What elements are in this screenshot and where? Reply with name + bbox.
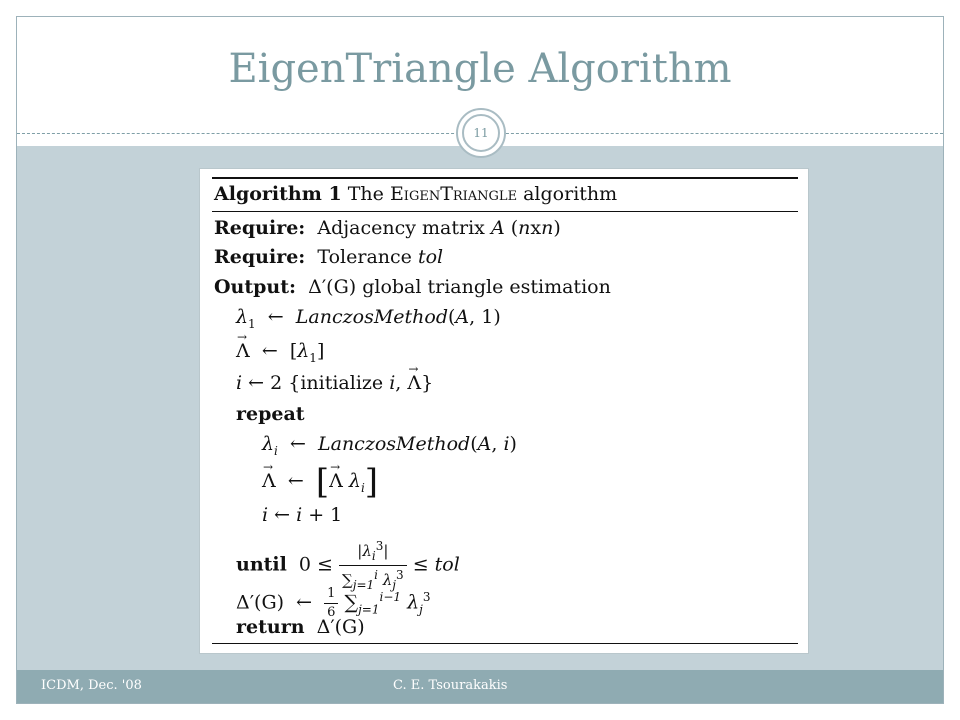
- page-number-badge: [456, 108, 506, 158]
- until-fraction: $\frac{|\lambda_i^3|}{\sum_{j=1}^i \lambda_j^3}$: [339, 537, 407, 594]
- step-lambda1: $\lambda_1$ ← LanczosMethod(A, 1): [236, 306, 501, 331]
- caption-prefix: The: [347, 183, 390, 205]
- page-number: 11: [462, 114, 500, 152]
- require-1: Require: Adjacency matrix A (nxn): [214, 217, 561, 239]
- slide-title: EigenTriangle Algorithm: [228, 46, 732, 92]
- bottom-rule: [212, 643, 798, 644]
- footer-bar: [17, 670, 943, 703]
- caption-rule: [212, 211, 798, 212]
- caption-name: EigenTriangle: [389, 183, 518, 205]
- step-init-i: i ← 2 {initialize i, → Λ}: [236, 371, 433, 395]
- require-keyword: Require:: [214, 217, 306, 239]
- footer-conference: ICDM, Dec. '08: [41, 678, 142, 693]
- repeat-keyword: repeat: [236, 403, 305, 425]
- require-keyword: Require:: [214, 246, 306, 268]
- until-keyword: until: [236, 553, 287, 576]
- output-line: Output: Δ′(G) global triangle estimation: [214, 276, 611, 298]
- return-line: return Δ′(G): [236, 616, 365, 638]
- output-keyword: Output:: [214, 276, 297, 298]
- step-lambda-i: $\lambda_i$ ← LanczosMethod(A, i): [262, 433, 517, 458]
- algorithm-box: [199, 168, 809, 654]
- step-delta: Δ′(G) ← $\frac{1}{6}$ $\sum_{j=1}^{i-1}$ $\lambda_j^3$: [236, 586, 431, 620]
- until-line: until 0 ≤ $\frac{|\lambda_i^3|}{\sum_{j=1}^i \lambda_j^3}$ ≤ tol: [236, 539, 460, 592]
- caption-label: Algorithm 1: [214, 183, 342, 205]
- caption-suffix: algorithm: [517, 183, 618, 205]
- footer-author: C. E. Tsourakakis: [393, 678, 508, 693]
- step-append-Lambda: → Λ ← [→ Λ $\lambda_i$]: [262, 469, 378, 500]
- step-init-Lambda: → Λ ← $[\lambda_1]$: [236, 339, 324, 370]
- require-2: Require: Tolerance tol: [214, 246, 444, 268]
- step-increment-i: i ← i + 1: [262, 504, 343, 526]
- algorithm-caption: [214, 182, 617, 206]
- return-keyword: return: [236, 616, 305, 638]
- top-rule: [212, 177, 798, 179]
